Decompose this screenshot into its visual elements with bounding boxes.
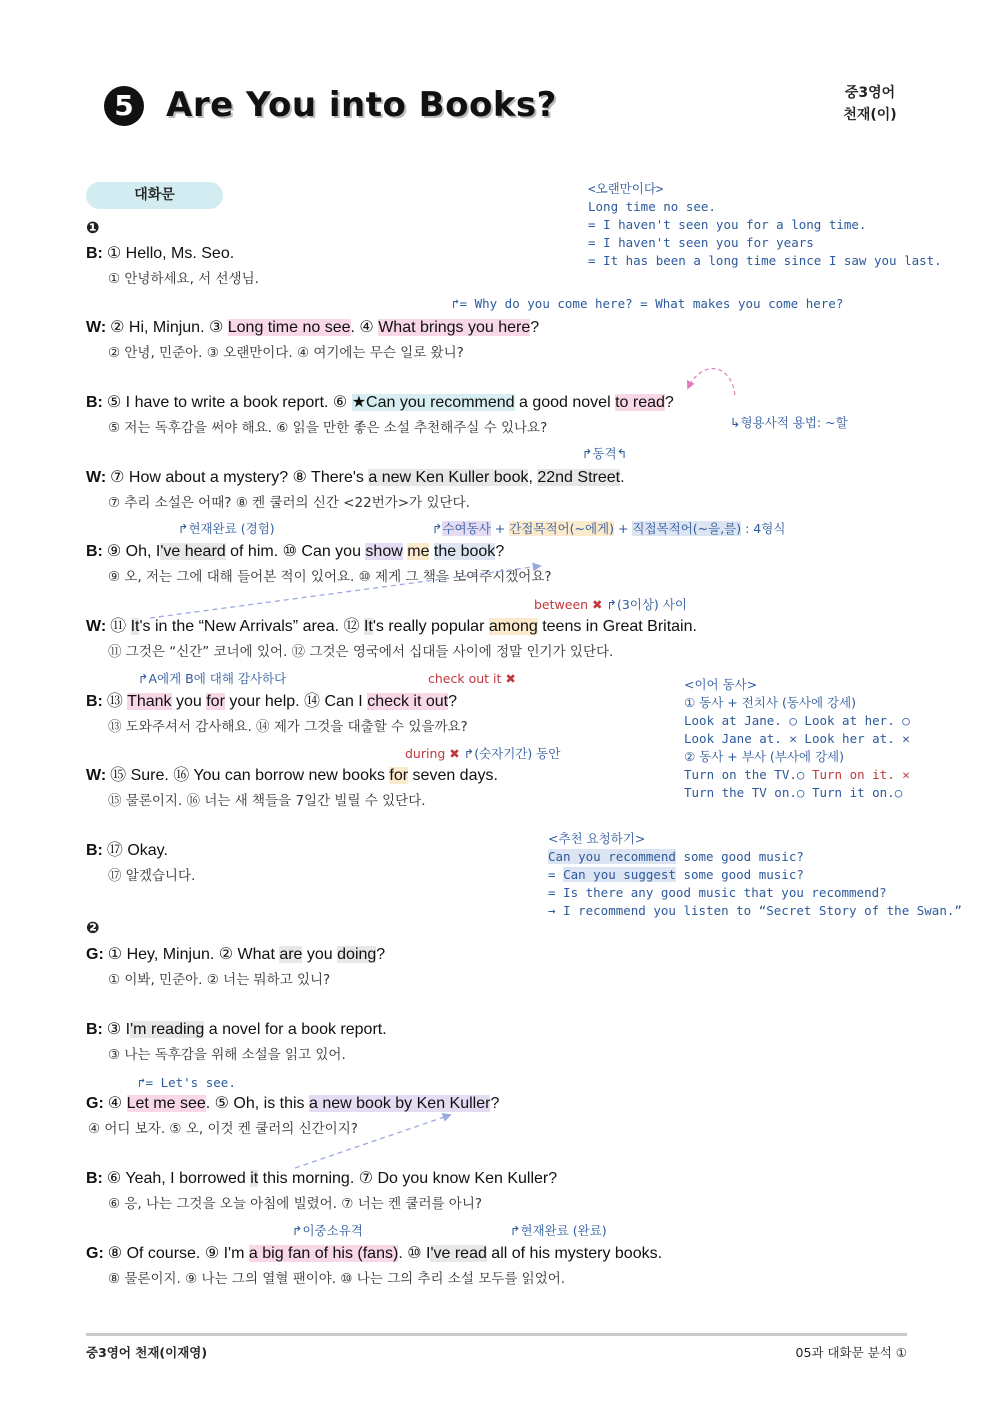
example: Turn on the TV.○: [684, 767, 805, 782]
note-box-line: = I haven't seen you for years: [588, 235, 814, 250]
example: some good music?: [675, 867, 804, 882]
line-text: a novel for a book report.: [204, 1021, 387, 1038]
note-box-line: ② 동사 + 부사 (부사에 강세): [684, 749, 844, 764]
dialogue-line: [86, 243, 234, 265]
line-text: . ⑤ Oh, is this: [205, 1095, 309, 1112]
note-box-line: [684, 766, 910, 784]
line-text: ?: [448, 693, 458, 710]
example: =: [548, 867, 564, 882]
line-text: your help. ⑭ Can I: [224, 693, 368, 710]
annotation-text: 형용사적 용법: ~할: [740, 415, 848, 430]
highlight: among: [488, 618, 538, 635]
translation: ⑬ 도와주셔서 감사해요. ⑭ 제가 그것을 대출할 수 있을까요?: [108, 719, 468, 735]
translation: ⑦ 추리 소설은 어때? ⑧ 켄 쿨러의 신간 <22번가>가 있단다.: [108, 495, 470, 511]
annotation: between ✖ ↱(3이상) 사이: [534, 597, 687, 612]
speaker: B:: [86, 1021, 103, 1038]
footer-divider: [86, 1333, 907, 1336]
highlight: to read: [615, 394, 665, 411]
dialogue-line: [86, 840, 168, 862]
line-text: ⑨ Oh, I: [106, 543, 161, 560]
line-text: ② Hi, Minjun. ③: [110, 319, 228, 336]
speaker: B:: [86, 394, 103, 411]
annotation-text: 간접목적어(~에게): [509, 521, 614, 536]
note-box-line: = I haven't seen you for a long time.: [588, 217, 867, 232]
translation: ⑨ 오, 저는 그에 대해 들어본 적이 있어요. ⑩ 제게 그 책을 보여주시겠어요?: [108, 569, 552, 585]
line-text: ?: [530, 319, 540, 336]
note-box-line: [684, 784, 910, 802]
line-text: you: [171, 693, 207, 710]
line-text: . ⑩ I: [398, 1245, 431, 1262]
highlight: a new book by Ken Kuller: [309, 1095, 491, 1112]
dialogue-line: [86, 765, 498, 787]
annotation: ↱= Why do you come here? = What makes you come here?: [452, 296, 844, 311]
highlight: for: [389, 767, 409, 784]
note-box-line: ① 동사 + 전치사 (동사에 강세): [684, 695, 857, 710]
highlight: 've read: [430, 1245, 487, 1262]
highlight: are: [279, 946, 303, 963]
highlight: Can you recommend: [548, 849, 676, 864]
example: Look at Jane. ○: [684, 713, 797, 728]
line-text: seven days.: [408, 767, 498, 784]
highlight: doing: [337, 946, 377, 963]
line-text: ,: [528, 469, 538, 486]
annotation-text: 동격: [592, 446, 617, 461]
speaker: B:: [86, 693, 103, 710]
line-text: ① Hey, Minjun. ② What: [107, 946, 280, 963]
example: Turn the TV on.○: [684, 785, 805, 800]
highlight: 'm reading: [130, 1021, 205, 1038]
highlight: ★Can you recommend: [351, 394, 515, 411]
example: Look Jane at. ✕: [684, 731, 797, 746]
line-text: ③ I: [106, 1021, 131, 1038]
annotation-text: during ✖: [405, 746, 460, 761]
page-title: Are You into Books?: [166, 85, 557, 125]
footer-left: 중3영어 천재(이재영): [86, 1345, 208, 1360]
dialogue-line: [86, 467, 625, 489]
lesson-number-badge: 5: [104, 86, 144, 126]
line-text: .: [620, 469, 625, 486]
note-box-line: = It has been a long time since I saw you last.: [588, 253, 942, 268]
highlight: me: [407, 543, 430, 560]
note-box-line: Long time no see.: [588, 199, 716, 214]
note-box-long-time: [588, 180, 942, 270]
example: Look at her. ○: [804, 713, 910, 728]
translation: ⑤ 저는 독후감을 써야 해요. ⑥ 읽을 만한 좋은 소설 추천해주실 수 있나요?: [108, 420, 548, 436]
line-text: 's really popular: [372, 618, 489, 635]
annotation-text: (3이상) 사이: [616, 597, 687, 612]
annotation-text: +: [613, 521, 633, 536]
translation: ⑪ 그것은 “신간” 코너에 있어. ⑫ 그것은 영국에서 십대들 사이에 정말 인기가 있단다.: [108, 644, 614, 660]
highlight: show: [365, 543, 403, 560]
translation: ⑥ 응, 나는 그것을 오늘 아침에 빌렸어. ⑦ 너는 켄 쿨러를 아니?: [108, 1196, 483, 1212]
translation: ⑧ 물론이지. ⑨ 나는 그의 열혈 팬이야. ⑩ 나는 그의 추리 소설 모두를 읽었어.: [108, 1271, 566, 1287]
dialogue-line: [86, 691, 457, 713]
speaker: B:: [86, 842, 103, 859]
annotation: ↳형용사적 용법: ~할: [730, 415, 848, 430]
dialogue-line: [86, 1093, 499, 1115]
translation: ② 안녕, 민준아. ③ 오랜만이다. ④ 여기에는 무슨 일로 왔니?: [108, 345, 464, 361]
note-box-line: [548, 866, 962, 884]
line-text: ⑮ Sure. ⑯ You can borrow new books: [110, 767, 390, 784]
line-text: this morning. ⑦ Do you know Ken Kuller?: [258, 1170, 558, 1187]
highlight: Can you suggest: [563, 867, 676, 882]
highlight: It: [130, 618, 140, 635]
annotation-text: : 4형식: [741, 521, 786, 536]
annotation: ↱현재완료 (완료): [510, 1223, 607, 1238]
grade-line-1: 중3영어: [844, 85, 896, 101]
dialogue-line: [86, 1243, 662, 1265]
line-text: . ④: [350, 319, 379, 336]
note-box-title: <오랜만이다>: [588, 181, 664, 196]
part-2-marker: ❷: [86, 918, 100, 937]
line-text: ?: [664, 394, 674, 411]
section-label: 대화문: [86, 182, 223, 209]
note-box-phrasal: [684, 676, 910, 802]
translation: ⑰ 알겠습니다.: [108, 868, 196, 884]
annotation-text: A에게 B에 대해 감사하다: [148, 671, 287, 686]
annotation: ↱A에게 B에 대해 감사하다: [138, 671, 287, 686]
line-text: ?: [495, 543, 505, 560]
dialogue-line: [86, 944, 385, 966]
line-text: ④: [107, 1095, 127, 1112]
annotation-text: = Let's see.: [145, 1075, 236, 1090]
annotation-text: 현재완료 (경험): [188, 521, 275, 536]
annotation: ↱수여동사 + 간접목적어(~에게) + 직접목적어(~을,를) : 4형식: [432, 521, 786, 536]
note-box-line: [684, 712, 910, 730]
highlight: Thank: [127, 693, 172, 710]
grade-label: [830, 82, 910, 126]
dialogue-line: [86, 392, 674, 414]
annotation-text: 현재완료 (완료): [520, 1223, 607, 1238]
note-box-title: <추천 요청하기>: [548, 831, 646, 846]
highlight: Let me see: [126, 1095, 206, 1112]
annotation-text: 이중소유격: [302, 1223, 363, 1238]
annotation: ↱= Let's see.: [138, 1075, 236, 1090]
dialogue-line: [86, 1168, 557, 1190]
line-text: ⑰ Okay.: [106, 842, 168, 859]
note-box-line: = Is there any good music that you recommend?: [548, 885, 887, 900]
example: Turn it on.○: [811, 785, 903, 800]
dialogue-line: [86, 616, 697, 638]
highlight: What brings you here: [378, 319, 531, 336]
annotation-text: 수여동사: [442, 521, 491, 536]
highlight: for: [206, 693, 225, 710]
translation: ① 이봐, 민준아. ② 너는 뭐하고 있니?: [108, 972, 331, 988]
line-text: ⑦ How about a mystery? ⑧ There's: [110, 469, 369, 486]
translation: ③ 나는 독후감을 위해 소설을 읽고 있어.: [108, 1047, 346, 1063]
note-box-recommend: [548, 830, 962, 920]
example: some good music?: [675, 849, 804, 864]
dialogue-line: [86, 1019, 387, 1041]
annotation: ↱이중소유격: [292, 1223, 363, 1238]
speaker: G:: [86, 1245, 104, 1262]
speaker: W:: [86, 767, 107, 784]
annotation: check out it ✖: [428, 671, 516, 686]
speaker: W:: [86, 469, 107, 486]
line-text: teens in Great Britain.: [537, 618, 697, 635]
line-text: ① Hello, Ms. Seo.: [106, 245, 235, 262]
highlight: 22nd Street: [537, 469, 621, 486]
annotation-text: 직접목적어(~을,를): [632, 521, 742, 536]
highlight: a new Ken Kuller book: [368, 469, 529, 486]
note-box-title: <이어 동사>: [684, 677, 758, 692]
translation: ① 안녕하세요, 서 선생님.: [108, 271, 259, 287]
highlight: the book: [433, 543, 496, 560]
highlight: it: [250, 1170, 259, 1187]
line-text: 's in the “New Arrivals” area. ⑫: [139, 618, 364, 635]
annotation: during ✖ ↱(숫자기간) 동안: [405, 746, 561, 761]
dialogue-line: [86, 317, 539, 339]
highlight: It: [363, 618, 373, 635]
highlight: 've heard: [160, 543, 226, 560]
footer-right: 05과 대화문 분석 ①: [795, 1345, 907, 1360]
note-box-line: → I recommend you listen to “Secret Story of the Swan.”: [548, 903, 962, 918]
example: Look her at. ✕: [804, 731, 910, 746]
translation: ⑮ 물론이지. ⑯ 너는 새 책들을 7일간 빌릴 수 있단다.: [108, 793, 426, 809]
speaker: W:: [86, 618, 107, 635]
line-text: a good novel: [514, 394, 616, 411]
annotation: ↱동격↰: [582, 446, 628, 461]
line-text: ⑥ Yeah, I borrowed: [106, 1170, 251, 1187]
line-text: ⑪: [110, 618, 131, 635]
line-text: ⑤ I have to write a book report. ⑥: [106, 394, 352, 411]
annotation-text: (숫자기간) 동안: [474, 746, 561, 761]
annotation: ↱현재완료 (경험): [178, 521, 275, 536]
speaker: B:: [86, 245, 103, 262]
line-text: ⑧ Of course. ⑨ I'm: [107, 1245, 249, 1262]
part-1-marker: ❶: [86, 218, 100, 237]
speaker: G:: [86, 946, 104, 963]
dialogue-line: [86, 541, 504, 563]
grade-line-2: 천재(이): [843, 107, 897, 123]
speaker: B:: [86, 543, 103, 560]
annotation-text: +: [490, 521, 510, 536]
line-text: all of his mystery books.: [486, 1245, 663, 1262]
speaker: G:: [86, 1095, 104, 1112]
line-text: ?: [376, 946, 386, 963]
highlight: Long time no see: [227, 319, 351, 336]
annotation-text: = Why do you come here? = What makes you come here?: [459, 296, 844, 311]
arrow-to-read: [688, 369, 735, 395]
example: Turn on it. ✕: [811, 767, 910, 782]
note-box-line: [684, 730, 910, 748]
highlight: check it out: [367, 693, 449, 710]
speaker: W:: [86, 319, 107, 336]
speaker: B:: [86, 1170, 103, 1187]
line-text: of him. ⑩ Can you: [225, 543, 366, 560]
highlight: a big fan of his (fans): [248, 1245, 399, 1262]
line-text: ⑬: [106, 693, 128, 710]
annotation-text: between ✖: [534, 597, 603, 612]
note-box-line: [548, 848, 962, 866]
line-text: you: [302, 946, 338, 963]
translation: ④ 어디 보자. ⑤ 오, 이것 켄 쿨러의 신간이지?: [88, 1121, 358, 1137]
line-text: ?: [490, 1095, 500, 1112]
